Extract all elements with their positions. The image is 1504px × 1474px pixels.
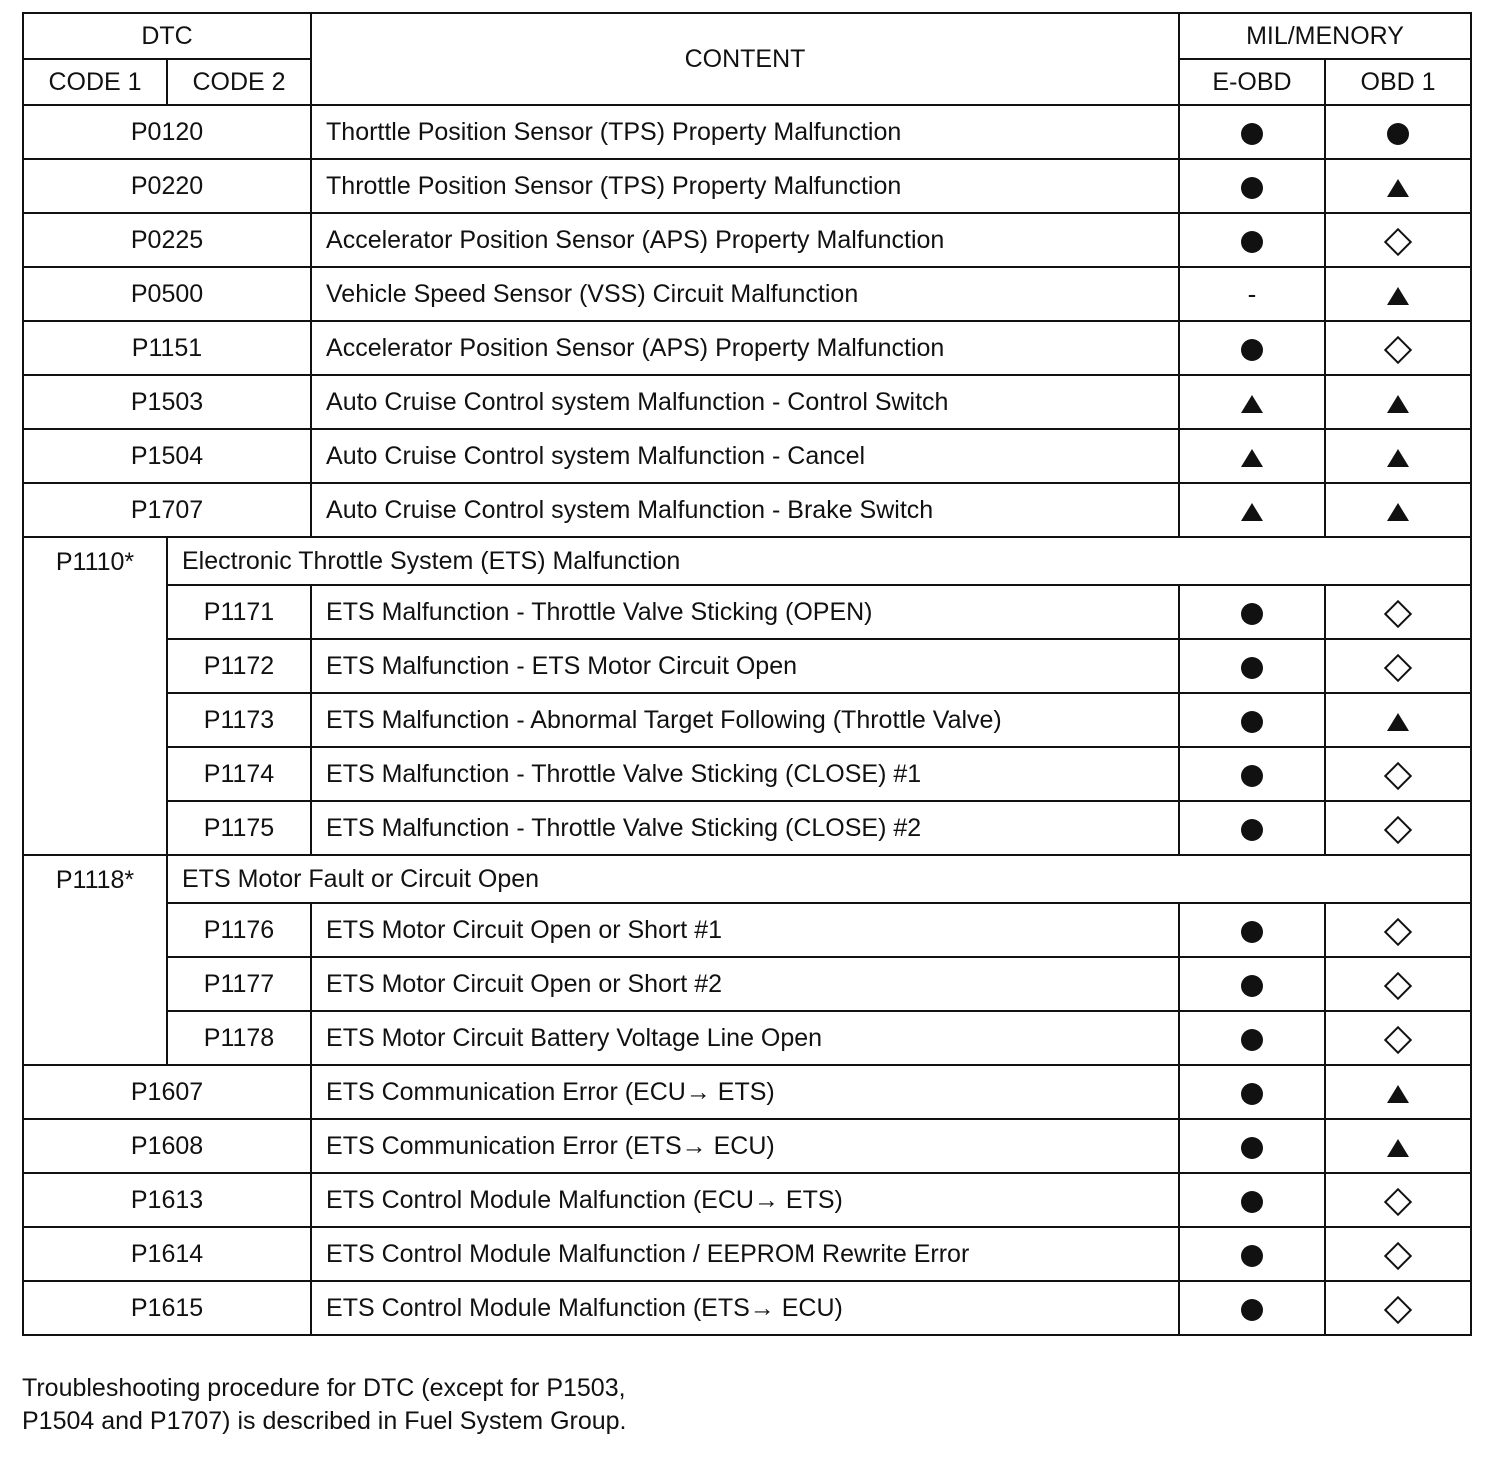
obd1-cell [1325,429,1471,483]
dtc-code2: P1175 [167,801,311,855]
diamond-icon [1384,600,1412,628]
eobd-cell [1179,1281,1325,1335]
table-row [23,957,1471,1011]
obd1-cell [1325,375,1471,429]
eobd-cell [1179,1065,1325,1119]
dtc-code2: P1178 [167,1011,311,1065]
table-row [23,585,1471,639]
dtc-content: ETS Communication Error (ECU→ ETS) [311,1065,1179,1119]
obd1-cell [1325,267,1471,321]
dtc-code: P1151 [23,321,311,375]
table-row [23,693,1471,747]
table-row [23,1011,1471,1065]
eobd-cell [1179,429,1325,483]
table-row [23,159,1471,213]
dtc-content: ETS Control Module Malfunction / EEPROM Rewrite Error [311,1227,1179,1281]
dtc-content: ETS Malfunction - Throttle Valve Sticking (CLOSE) #1 [311,747,1179,801]
table-row [23,267,1471,321]
header-code1: CODE 1 [23,59,167,105]
diamond-icon [1384,918,1412,946]
table-row [23,801,1471,855]
triangle-icon [1387,713,1409,731]
table-row [23,375,1471,429]
diamond-icon [1384,1296,1412,1324]
obd1-cell [1325,159,1471,213]
dtc-content: ETS Malfunction - Throttle Valve Sticking (CLOSE) #2 [311,801,1179,855]
footnote-line-1: Troubleshooting procedure for DTC (except for P1503, [22,1374,626,1402]
circle-icon [1241,231,1263,253]
eobd-cell [1179,1119,1325,1173]
eobd-cell [1179,801,1325,855]
obd1-cell [1325,321,1471,375]
triangle-icon [1241,449,1263,467]
dtc-table-body [23,13,1471,1335]
eobd-cell [1179,747,1325,801]
dtc-code2: P1172 [167,639,311,693]
group-title: Electronic Throttle System (ETS) Malfunction [167,537,1471,585]
table-row [23,105,1471,159]
group-header-row [23,855,1471,903]
circle-icon [1241,123,1263,145]
dtc-code: P0120 [23,105,311,159]
header-code2: CODE 2 [167,59,311,105]
obd1-cell [1325,483,1471,537]
eobd-cell [1179,321,1325,375]
obd1-cell [1325,957,1471,1011]
dtc-content: ETS Communication Error (ETS→ ECU) [311,1119,1179,1173]
diamond-icon [1384,972,1412,1000]
circle-icon [1241,1083,1263,1105]
header-obd1: OBD 1 [1325,59,1471,105]
footnote [22,1372,627,1438]
triangle-icon [1387,287,1409,305]
circle-icon [1241,339,1263,361]
obd1-cell [1325,585,1471,639]
dtc-code: P1615 [23,1281,311,1335]
dtc-content: ETS Motor Circuit Battery Voltage Line Open [311,1011,1179,1065]
eobd-cell [1179,1173,1325,1227]
triangle-icon [1387,503,1409,521]
circle-icon [1241,657,1263,679]
obd1-cell [1325,801,1471,855]
dtc-code: P1504 [23,429,311,483]
dtc-content: Auto Cruise Control system Malfunction - Cancel [311,429,1179,483]
group-header-row [23,537,1471,585]
triangle-icon [1387,395,1409,413]
dtc-content: ETS Motor Circuit Open or Short #1 [311,903,1179,957]
footnote-line-2: P1504 and P1707) is described in Fuel System Group. [22,1407,627,1435]
dtc-content: ETS Malfunction - Abnormal Target Following (Throttle Valve) [311,693,1179,747]
circle-icon [1241,975,1263,997]
dtc-code: P1607 [23,1065,311,1119]
triangle-icon [1387,179,1409,197]
circle-icon [1241,921,1263,943]
dtc-content: Accelerator Position Sensor (APS) Property Malfunction [311,213,1179,267]
eobd-cell [1179,585,1325,639]
dtc-code2: P1177 [167,957,311,1011]
circle-icon [1241,819,1263,841]
eobd-cell [1179,903,1325,957]
eobd-cell [1179,267,1325,321]
obd1-cell [1325,1011,1471,1065]
table-row [23,1173,1471,1227]
dtc-code: P0225 [23,213,311,267]
dtc-content: ETS Control Module Malfunction (ECU→ ETS) [311,1173,1179,1227]
header-eobd: E-OBD [1179,59,1325,105]
dtc-content: Auto Cruise Control system Malfunction - Brake Switch [311,483,1179,537]
eobd-cell [1179,375,1325,429]
table-row [23,1227,1471,1281]
eobd-cell [1179,957,1325,1011]
group-code: P1118* [23,855,167,1065]
diamond-icon [1384,1242,1412,1270]
table-row [23,429,1471,483]
circle-icon [1241,1299,1263,1321]
table-row [23,213,1471,267]
diamond-icon [1384,762,1412,790]
table-row [23,483,1471,537]
diamond-icon [1384,228,1412,256]
circle-icon [1387,123,1409,145]
dtc-content: ETS Motor Circuit Open or Short #2 [311,957,1179,1011]
dtc-content: ETS Malfunction - Throttle Valve Sticking (OPEN) [311,585,1179,639]
obd1-cell [1325,1119,1471,1173]
obd1-cell [1325,693,1471,747]
dtc-content: ETS Malfunction - ETS Motor Circuit Open [311,639,1179,693]
eobd-cell [1179,639,1325,693]
group-title: ETS Motor Fault or Circuit Open [167,855,1471,903]
dtc-code: P1614 [23,1227,311,1281]
dtc-code2: P1176 [167,903,311,957]
table-row [23,321,1471,375]
triangle-icon [1241,395,1263,413]
dtc-code: P0220 [23,159,311,213]
header-row-1 [23,13,1471,59]
obd1-cell [1325,747,1471,801]
dtc-content: Accelerator Position Sensor (APS) Property Malfunction [311,321,1179,375]
obd1-cell [1325,105,1471,159]
dtc-content: Vehicle Speed Sensor (VSS) Circuit Malfunction [311,267,1179,321]
circle-icon [1241,1191,1263,1213]
dtc-code2: P1171 [167,585,311,639]
diamond-icon [1384,654,1412,682]
circle-icon [1241,1245,1263,1267]
group-code: P1110* [23,537,167,855]
obd1-cell [1325,1173,1471,1227]
dtc-content: ETS Control Module Malfunction (ETS→ ECU) [311,1281,1179,1335]
header-dtc: DTC [23,13,311,59]
dtc-code: P1608 [23,1119,311,1173]
eobd-cell [1179,1011,1325,1065]
diamond-icon [1384,1188,1412,1216]
circle-icon [1241,603,1263,625]
eobd-cell [1179,483,1325,537]
table-row [23,903,1471,957]
eobd-cell [1179,693,1325,747]
circle-icon [1241,765,1263,787]
diamond-icon [1384,1026,1412,1054]
dtc-code: P0500 [23,267,311,321]
eobd-cell [1179,1227,1325,1281]
table-row [23,639,1471,693]
header-mil-memory: MIL/MENORY [1179,13,1471,59]
header-content: CONTENT [311,13,1179,105]
circle-icon [1241,711,1263,733]
triangle-icon [1241,503,1263,521]
table-row [23,1281,1471,1335]
diamond-icon [1384,816,1412,844]
table-row [23,1119,1471,1173]
triangle-icon [1387,449,1409,467]
eobd-cell [1179,213,1325,267]
circle-icon [1241,1029,1263,1051]
triangle-icon [1387,1139,1409,1157]
circle-icon [1241,1137,1263,1159]
obd1-cell [1325,1065,1471,1119]
dtc-code: P1503 [23,375,311,429]
table-row [23,747,1471,801]
dtc-code: P1707 [23,483,311,537]
dtc-content: Throttle Position Sensor (TPS) Property Malfunction [311,159,1179,213]
dtc-code2: P1174 [167,747,311,801]
dtc-table [22,12,1472,1336]
circle-icon [1241,177,1263,199]
eobd-cell [1179,105,1325,159]
dash-mark: - [1247,279,1257,309]
dtc-code: P1613 [23,1173,311,1227]
obd1-cell [1325,213,1471,267]
diamond-icon [1384,336,1412,364]
obd1-cell [1325,1281,1471,1335]
dtc-content: Auto Cruise Control system Malfunction - Control Switch [311,375,1179,429]
table-row [23,1065,1471,1119]
obd1-cell [1325,1227,1471,1281]
triangle-icon [1387,1085,1409,1103]
dtc-code2: P1173 [167,693,311,747]
dtc-content: Thorttle Position Sensor (TPS) Property Malfunction [311,105,1179,159]
eobd-cell [1179,159,1325,213]
obd1-cell [1325,639,1471,693]
obd1-cell [1325,903,1471,957]
